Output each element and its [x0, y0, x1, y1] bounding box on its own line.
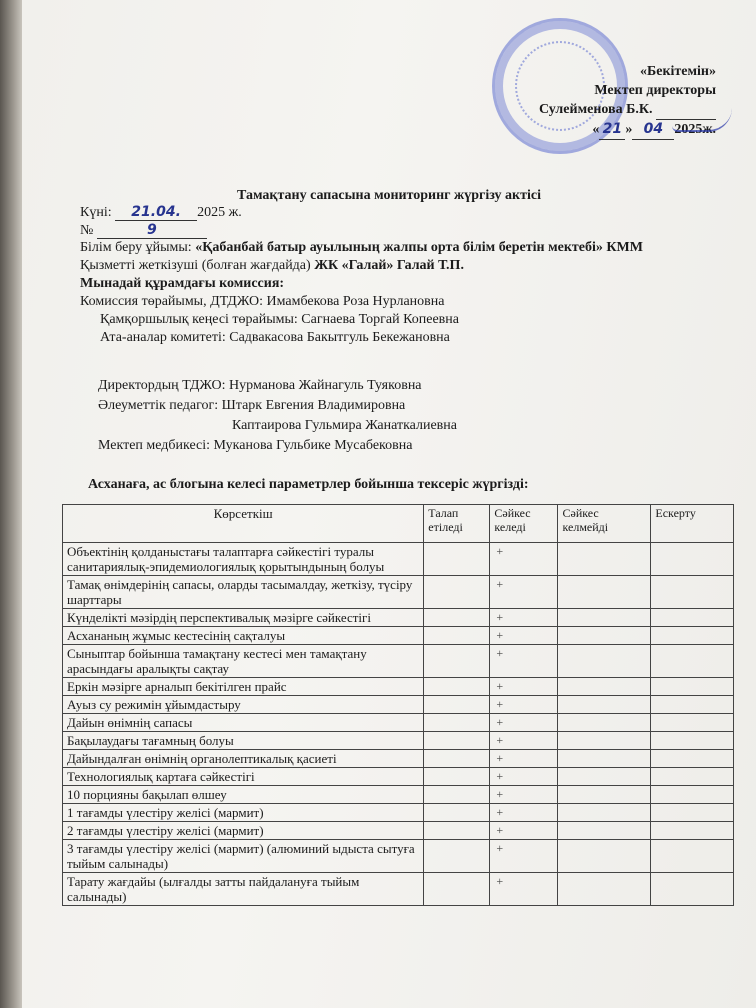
note-cell [651, 714, 734, 732]
header-compliant: Сәйкес келеді [490, 505, 558, 543]
noncompliant-cell [558, 645, 651, 678]
compliant-mark: + [490, 678, 558, 696]
table-row [63, 576, 734, 609]
noncompliant-cell [558, 840, 651, 873]
indicator-cell: Тамақ өнімдерінің сапасы, оларды тасымалдау, жеткізу, түсіру шарттары [63, 576, 424, 609]
indicator-cell: Технологиялық картаға сәйкестігі [63, 768, 424, 786]
compliant-mark: + [490, 645, 558, 678]
member-deputy-director: Директордың ТДЖО: Нурманова Жайнагуль Туяковна [98, 378, 422, 393]
required-cell [424, 609, 490, 627]
table-row [63, 678, 734, 696]
header-noncompliant: Сәйкес келмейді [558, 505, 651, 543]
compliant-mark: + [490, 804, 558, 822]
table-row [63, 873, 734, 906]
table-row [63, 645, 734, 678]
header-indicator: Көрсеткіш [63, 505, 424, 543]
document-title: Тамақтану сапасына мониторинг жүргізу актісі [237, 188, 541, 203]
table-row [63, 840, 734, 873]
document-page [22, 0, 756, 1008]
required-cell [424, 696, 490, 714]
indicator-cell: Еркін мәзірге арналып бекітілген прайс [63, 678, 424, 696]
header-required: Талап етіледі [424, 505, 490, 543]
required-cell [424, 786, 490, 804]
indicator-cell: 2 тағамды үлестіру желісі (мармит) [63, 822, 424, 840]
noncompliant-cell [558, 873, 651, 906]
table-row [63, 804, 734, 822]
required-cell [424, 732, 490, 750]
member-nurse: Мектеп медбикесі: Муканова Гульбике Мусабековна [98, 438, 413, 453]
indicator-cell: Объектінің қолданыстағы талаптарға сәйкестігі туралы санитариялық-эпидемиологиялық қорытындының болуы [63, 543, 424, 576]
supplier-value: ЖК «Галай» Галай Т.П. [314, 258, 464, 273]
noncompliant-cell [558, 714, 651, 732]
compliant-mark: + [490, 714, 558, 732]
compliant-mark: + [490, 822, 558, 840]
org-line [80, 240, 643, 256]
table-row [63, 696, 734, 714]
noncompliant-cell [558, 696, 651, 714]
note-cell [651, 840, 734, 873]
compliant-mark: + [490, 609, 558, 627]
table-row [63, 543, 734, 576]
member-parents-committee: Ата-аналар комитеті: Садвакасова Бакытгуль Бекежановна [100, 330, 450, 345]
note-cell [651, 627, 734, 645]
required-cell [424, 873, 490, 906]
compliant-mark: + [490, 576, 558, 609]
indicator-cell: 1 тағамды үлестіру желісі (мармит) [63, 804, 424, 822]
note-cell [651, 645, 734, 678]
indicator-cell: Ауыз су режимін ұйымдастыру [63, 696, 424, 714]
compliant-mark: + [490, 732, 558, 750]
compliant-mark: + [490, 786, 558, 804]
approval-line-1: «Бекітемін» [639, 64, 716, 79]
required-cell [424, 768, 490, 786]
indicator-cell: 3 тағамды үлестіру желісі (мармит) (алюминий ыдыста сытуға тыйым салынады) [63, 840, 424, 873]
date-value: 21.04. [115, 204, 197, 221]
table-row [63, 750, 734, 768]
note-cell [651, 576, 734, 609]
table-row [63, 822, 734, 840]
indicator-cell: Сыныптар бойынша тамақтану кестесі мен тамақтану арасындағы аралықты сақтау [63, 645, 424, 678]
number-label: № [80, 223, 94, 238]
table-row [63, 609, 734, 627]
noncompliant-cell [558, 804, 651, 822]
number-line [80, 222, 207, 239]
compliant-mark: + [490, 750, 558, 768]
header-note: Ескерту [651, 505, 734, 543]
note-cell [651, 804, 734, 822]
noncompliant-cell [558, 576, 651, 609]
compliant-mark: + [490, 627, 558, 645]
note-cell [651, 822, 734, 840]
indicator-cell: Тарату жағдайы (ылғалды затты пайдалануға тыйым салынады) [63, 873, 424, 906]
note-cell [651, 732, 734, 750]
required-cell [424, 804, 490, 822]
note-cell [651, 696, 734, 714]
page-fold-shadow [0, 0, 22, 1008]
supplier-label: Қызметті жеткізуші (болған жағдайда) [80, 258, 311, 273]
indicator-cell: Бақылаудағы тағамның болуы [63, 732, 424, 750]
noncompliant-cell [558, 750, 651, 768]
indicator-cell: Асхананың жұмыс кестесінің сақталуы [63, 627, 424, 645]
date-line [80, 204, 242, 221]
compliant-mark: + [490, 768, 558, 786]
indicator-cell: 10 порцияны бақылап өлшеу [63, 786, 424, 804]
table-row [63, 627, 734, 645]
noncompliant-cell [558, 732, 651, 750]
noncompliant-cell [558, 678, 651, 696]
org-label: Білім беру ұйымы: [80, 240, 192, 255]
date-suffix: 2025 ж. [197, 205, 242, 220]
note-cell [651, 609, 734, 627]
table-row [63, 768, 734, 786]
org-value: «Қабанбай батыр ауылының жалпы орта білім беретін мектебі» КММ [195, 240, 643, 255]
required-cell [424, 543, 490, 576]
compliant-mark: + [490, 696, 558, 714]
approval-line-2: Мектеп директоры [594, 83, 716, 98]
note-cell [651, 873, 734, 906]
noncompliant-cell [558, 543, 651, 576]
table-row [63, 714, 734, 732]
required-cell [424, 576, 490, 609]
table-row [63, 786, 734, 804]
table-row [63, 732, 734, 750]
note-cell [651, 768, 734, 786]
approval-month: 04 [632, 120, 674, 140]
compliant-mark: + [490, 543, 558, 576]
note-cell [651, 543, 734, 576]
required-cell [424, 840, 490, 873]
indicator-cell: Дайындалған өнімнің органолептикалық қасиеті [63, 750, 424, 768]
member-chair: Комиссия төрайымы, ДТДЖО: Имамбекова Роза Нурлановна [80, 294, 445, 309]
indicator-cell: Күнделікті мәзірдің перспективалық мәзірге сәйкестігі [63, 609, 424, 627]
compliant-mark: + [490, 840, 558, 873]
required-cell [424, 627, 490, 645]
member-social-pedagogue-2: Каптаирова Гульмира Жанаткалиевна [232, 418, 457, 433]
inspection-table [62, 504, 734, 906]
indicator-cell: Дайын өнімнің сапасы [63, 714, 424, 732]
inspection-heading: Асханаға, ас блогына келесі параметрлер бойынша тексеріс жүргізді: [88, 477, 529, 492]
required-cell [424, 822, 490, 840]
number-value: 9 [97, 222, 207, 239]
required-cell [424, 678, 490, 696]
noncompliant-cell [558, 786, 651, 804]
approval-line-3: Сулейменова Б.К. [539, 102, 653, 117]
noncompliant-cell [558, 822, 651, 840]
approval-block: «Бекітемін» Мектеп директоры Сулейменова Б.К. « 21 » 04 2025ж. [539, 62, 716, 140]
noncompliant-cell [558, 768, 651, 786]
required-cell [424, 714, 490, 732]
member-social-pedagogue: Әлеуметтік педагог: Штарк Евгения Владимировна [98, 398, 406, 413]
director-signature [672, 108, 732, 132]
approval-day: 21 [599, 120, 625, 140]
compliant-mark: + [490, 873, 558, 906]
date-label: Күні: [80, 205, 112, 220]
note-cell [651, 750, 734, 768]
member-trustee-chair: Қамқоршылық кеңесі төрайымы: Сагнаева Торгай Копеевна [100, 312, 459, 327]
supplier-line [80, 258, 464, 274]
required-cell [424, 750, 490, 768]
note-cell [651, 678, 734, 696]
approval-year: 2025ж. [674, 122, 716, 137]
required-cell [424, 645, 490, 678]
note-cell [651, 786, 734, 804]
commission-heading: Мынадай құрамдағы комиссия: [80, 276, 285, 291]
noncompliant-cell [558, 609, 651, 627]
noncompliant-cell [558, 627, 651, 645]
